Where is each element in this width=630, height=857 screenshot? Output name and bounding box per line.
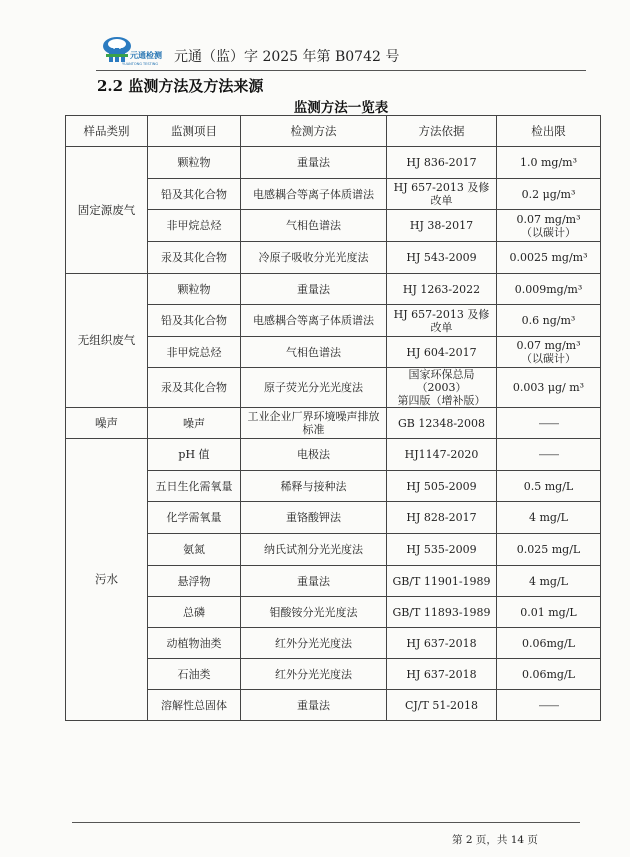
basis-cell: CJ/T 51-2018 (387, 690, 497, 721)
basis-note: 第四版（增补版） (397, 394, 486, 407)
basis-cell: HJ 38-2017 (387, 210, 497, 242)
method-cell: 红外分光光度法 (241, 659, 387, 690)
item-cell: 氨氮 (148, 534, 241, 566)
item-cell: 总磷 (148, 597, 241, 628)
method-cell: 重量法 (241, 690, 387, 721)
page-header (96, 30, 586, 71)
basis-cell: HJ 828-2017 (387, 502, 497, 534)
header-limit: 检出限 (497, 116, 601, 147)
category-cell: 噪声 (66, 408, 148, 439)
item-cell: 悬浮物 (148, 566, 241, 597)
header-basis: 方法依据 (387, 116, 497, 147)
header-item: 监测项目 (148, 116, 241, 147)
limit-cell: 1.0 mg/m³ (497, 147, 601, 179)
limit-cell: 0.5 mg/L (497, 471, 601, 502)
limit-cell (497, 210, 601, 242)
logo-text: 元通检测 (130, 51, 162, 60)
limit-cell: —— (497, 439, 601, 471)
method-cell: 气相色谱法 (241, 210, 387, 242)
basis-cell: HJ 535-2009 (387, 534, 497, 566)
page-number: 第 2 页，共 14 页 (452, 834, 538, 846)
basis-cell: HJ 657-2013 及修改单 (387, 179, 497, 210)
method-cell: 钼酸铵分光光度法 (241, 597, 387, 628)
footer-divider (72, 822, 580, 823)
basis-cell: HJ 836-2017 (387, 147, 497, 179)
category-cell: 固定源废气 (66, 147, 148, 274)
basis-cell: HJ 637-2018 (387, 659, 497, 690)
category-cell: 无组织废气 (66, 274, 148, 408)
method-cell (241, 408, 387, 439)
method-cell: 稀释与接种法 (241, 471, 387, 502)
method-value: 工业企业厂界环境噪声排放 (247, 410, 380, 423)
table-header-row (66, 116, 601, 147)
method-cell: 电感耦合等离子体质谱法 (241, 179, 387, 210)
item-cell: 颗粒物 (148, 274, 241, 305)
method-cell: 冷原子吸收分光光度法 (241, 242, 387, 274)
method-cell: 电极法 (241, 439, 387, 471)
method-cell: 原子荧光分光光度法 (241, 368, 387, 408)
monitoring-methods-table (65, 115, 601, 721)
item-cell: 噪声 (148, 408, 241, 439)
limit-cell: —— (497, 690, 601, 721)
method-cell: 重量法 (241, 566, 387, 597)
basis-cell: HJ 1263-2022 (387, 274, 497, 305)
limit-cell: 0.009mg/m³ (497, 274, 601, 305)
limit-cell: 0.0025 mg/m³ (497, 242, 601, 274)
item-cell: 五日生化需氧量 (148, 471, 241, 502)
item-cell: 溶解性总固体 (148, 690, 241, 721)
limit-note: （以碳计） (521, 225, 576, 239)
basis-cell: HJ 543-2009 (387, 242, 497, 274)
method-cell: 纳氏试剂分光光度法 (241, 534, 387, 566)
logo-subtext: YUANTONG TESTING (122, 62, 159, 66)
table-row (66, 147, 601, 179)
basis-cell: GB/T 11901-1989 (387, 566, 497, 597)
company-logo (102, 32, 174, 66)
basis-value: 国家环保总局（2003） (408, 368, 475, 394)
item-cell: 非甲烷总烃 (148, 337, 241, 368)
limit-cell: 0.6 ng/m³ (497, 305, 601, 337)
basis-cell: HJ 637-2018 (387, 628, 497, 659)
limit-cell: 0.025 mg/L (497, 534, 601, 566)
item-cell: pH 值 (148, 439, 241, 471)
item-cell: 铅及其化合物 (148, 179, 241, 210)
logo-icon (102, 34, 132, 64)
basis-cell: HJ 604-2017 (387, 337, 497, 368)
item-cell: 石油类 (148, 659, 241, 690)
limit-cell: 0.01 mg/L (497, 597, 601, 628)
method-cell: 气相色谱法 (241, 337, 387, 368)
report-number: 元通（监）字 2025 年第 B0742 号 (174, 49, 400, 65)
limit-cell: 0.2 μg/m³ (497, 179, 601, 210)
limit-cell: 0.06mg/L (497, 628, 601, 659)
limit-cell: 4 mg/L (497, 502, 601, 534)
item-cell: 铅及其化合物 (148, 305, 241, 337)
section-title: 2.2 监测方法及方法来源 (97, 77, 264, 95)
header-category: 样品类别 (66, 116, 148, 147)
basis-cell (387, 368, 497, 408)
limit-note: （以碳计） (521, 352, 576, 365)
table-row (66, 439, 601, 471)
method-cell: 重量法 (241, 274, 387, 305)
item-cell: 化学需氧量 (148, 502, 241, 534)
method-cell: 重量法 (241, 147, 387, 179)
table-row (66, 408, 601, 439)
limit-cell: —— (497, 408, 601, 439)
item-cell: 汞及其化合物 (148, 368, 241, 408)
method-note: 标准 (302, 423, 325, 436)
limit-value: 0.07 mg/m³ (516, 212, 581, 226)
method-cell: 红外分光光度法 (241, 628, 387, 659)
method-cell: 电感耦合等离子体质谱法 (241, 305, 387, 337)
table-caption: 监测方法一览表 (293, 100, 389, 116)
table-row (66, 274, 601, 305)
basis-cell: HJ 657-2013 及修改单 (387, 305, 497, 337)
method-cell: 重铬酸钾法 (241, 502, 387, 534)
limit-cell: 0.06mg/L (497, 659, 601, 690)
limit-cell: 0.003 μg/ m³ (497, 368, 601, 408)
header-method: 检测方法 (241, 116, 387, 147)
basis-cell: GB 12348-2008 (387, 408, 497, 439)
item-cell: 非甲烷总烃 (148, 210, 241, 242)
category-cell: 污水 (66, 439, 148, 721)
item-cell: 汞及其化合物 (148, 242, 241, 274)
basis-cell: GB/T 11893-1989 (387, 597, 497, 628)
limit-cell (497, 337, 601, 368)
basis-cell: HJ1147-2020 (387, 439, 497, 471)
item-cell: 颗粒物 (148, 147, 241, 179)
item-cell: 动植物油类 (148, 628, 241, 659)
limit-value: 0.07 mg/m³ (516, 339, 581, 352)
basis-cell: HJ 505-2009 (387, 471, 497, 502)
limit-cell: 4 mg/L (497, 566, 601, 597)
